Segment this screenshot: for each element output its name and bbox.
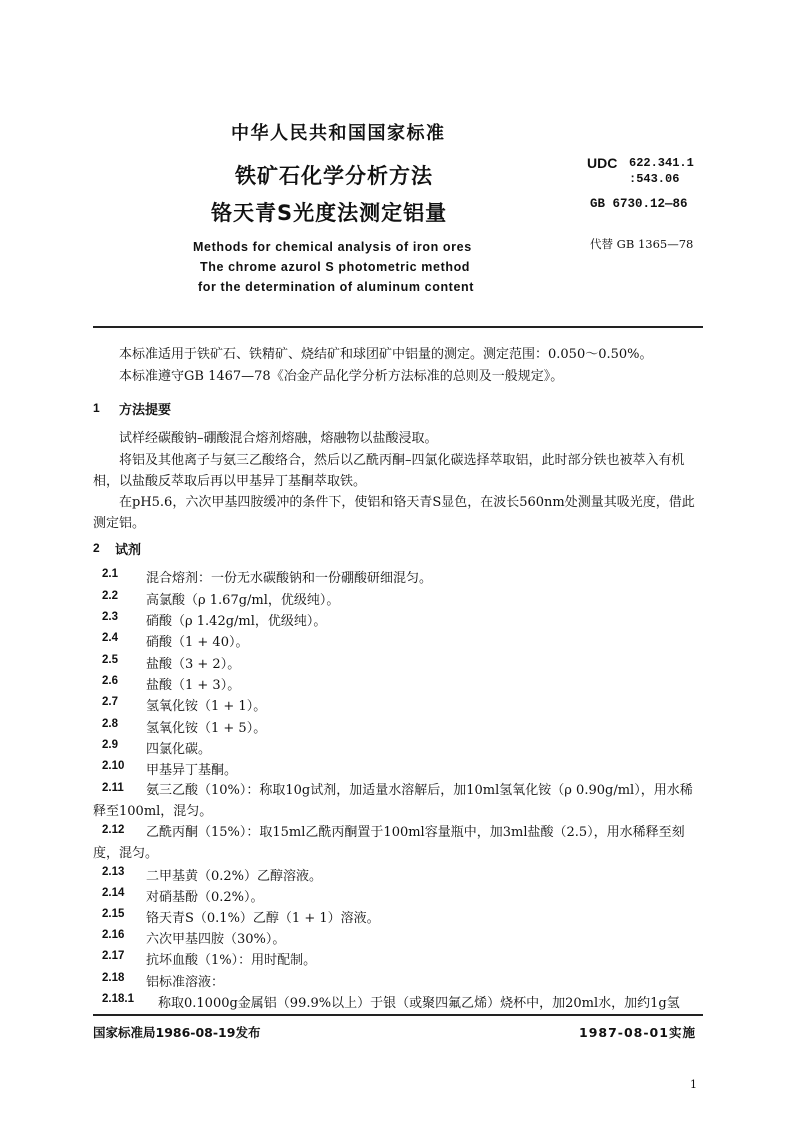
- page-number: 1: [690, 1078, 697, 1091]
- item-text: 乙酰丙酮（15%）：取15ml乙酰丙酮置于100ml容量瓶中，加3ml盐酸（2.5），用水稀释至刻度，混匀。: [93, 825, 685, 861]
- item-text: 盐酸（3 + 2）。: [146, 657, 241, 672]
- effective-date: 1987-08-01实施: [579, 1025, 696, 1040]
- item-number: 2.4: [102, 632, 118, 644]
- title-cn-line2: 铬天青S光度法测定铝量: [211, 201, 448, 225]
- item-text: 称取0.1000g金属铝（99.9%以上）于银（或聚四氟乙烯）烧杯中，加20ml水，加约1g氢: [158, 996, 680, 1011]
- item-text: 氨三乙酸（10%）：称取10g试剂，加适量水溶解后，加10ml氢氧化铵（ρ 0.90g/ml），用水稀释至100ml，混匀。: [93, 783, 693, 819]
- item-number: 2.8: [102, 718, 118, 730]
- item-text: 铝标准溶液：: [146, 975, 225, 990]
- item-text: 盐酸（1 + 3）。: [146, 678, 241, 693]
- item-text: 硝酸（ρ 1.42g/ml，优级纯）。: [146, 614, 327, 629]
- title-en-line1: Methods for chemical analysis of iron ores: [193, 240, 472, 254]
- section1-para2: 将铝及其他离子与氨三乙酸络合，然后以乙酰丙酮–四氯化碳选择萃取铝，此时部分铁也被萃入有机相，以盐酸反萃取后再以甲基异丁基酮萃取铁。: [93, 453, 685, 489]
- national-standard-heading: 中华人民共和国国家标准: [231, 123, 446, 144]
- item-text: 二甲基黄（0.2%）乙醇溶液。: [146, 869, 323, 884]
- item-number: 2.17: [102, 950, 125, 962]
- item-text: 六次甲基四胺（30%）。: [146, 932, 286, 947]
- item-number: 2.12: [102, 824, 125, 836]
- item-number: 2.15: [102, 908, 125, 920]
- header-divider: [93, 326, 703, 328]
- item-number: 2.3: [102, 611, 118, 623]
- issue-date: 国家标准局1986-08-19发布: [93, 1025, 261, 1040]
- udc-value-line2: :543.06: [629, 172, 680, 186]
- section2-number: 2: [93, 541, 100, 555]
- title-cn-line1: 铁矿石化学分析方法: [235, 164, 433, 188]
- section1-para1: 试样经碳酸钠–硼酸混合熔剂熔融，熔融物以盐酸浸取。: [119, 431, 438, 446]
- section2-title: 试剂: [115, 543, 142, 558]
- udc-label: UDC: [587, 155, 618, 171]
- item-text: 抗坏血酸（1%）：用时配制。: [146, 953, 317, 968]
- item-text: 混合熔剂：一份无水碳酸钠和一份硼酸研细混匀。: [146, 571, 433, 586]
- intro-compliance: 本标准遵守GB 1467—78《冶金产品化学分析方法标准的总则及一般规定》。: [119, 369, 564, 384]
- item-text: 高氯酸（ρ 1.67g/ml，优级纯）。: [146, 593, 340, 608]
- section1-para3: 在pH5.6，六次甲基四胺缓冲的条件下，使铝和铬天青S显色，在波长560nm处测量其吸光度，借此测定铝。: [93, 495, 695, 531]
- gb-code: GB 6730.12—86: [590, 197, 688, 211]
- title-en-line2: The chrome azurol S photometric method: [200, 260, 471, 274]
- item-number: 2.5: [102, 654, 118, 666]
- item-number: 2.18.1: [102, 993, 134, 1005]
- item-number: 2.16: [102, 929, 125, 941]
- udc-value-line1: 622.341.1: [629, 156, 694, 170]
- item-text: 甲基异丁基酮。: [146, 763, 238, 778]
- item-text: 四氯化碳。: [146, 742, 212, 757]
- replaces-standard: 代替 GB 1365—78: [590, 237, 694, 251]
- title-en-line3: for the determination of aluminum content: [198, 280, 474, 294]
- item-text: 氢氧化铵（1 + 5）。: [146, 721, 267, 736]
- item-number: 2.11: [102, 782, 124, 794]
- item-number: 2.13: [102, 866, 125, 878]
- item-number: 2.14: [102, 887, 125, 899]
- item-text: 硝酸（1 + 40）。: [146, 635, 249, 650]
- item-number: 2.2: [102, 590, 118, 602]
- item-number: 2.9: [102, 739, 118, 751]
- item-text: 氢氧化铵（1 + 1）。: [146, 699, 267, 714]
- footer-divider: [93, 1014, 703, 1016]
- item-number: 2.1: [102, 568, 118, 580]
- item-number: 2.18: [102, 972, 125, 984]
- item-number: 2.10: [102, 760, 125, 772]
- intro-scope: 本标准适用于铁矿石、铁精矿、烧结矿和球团矿中铝量的测定。测定范围：0.050～0.50%。: [119, 347, 653, 362]
- item-text: 铬天青S（0.1%）乙醇（1 + 1）溶液。: [146, 911, 380, 926]
- section1-title: 方法提要: [119, 403, 172, 418]
- section1-number: 1: [93, 401, 100, 415]
- item-number: 2.6: [102, 675, 118, 687]
- item-number: 2.7: [102, 696, 118, 708]
- item-text: 对硝基酚（0.2%）。: [146, 890, 264, 905]
